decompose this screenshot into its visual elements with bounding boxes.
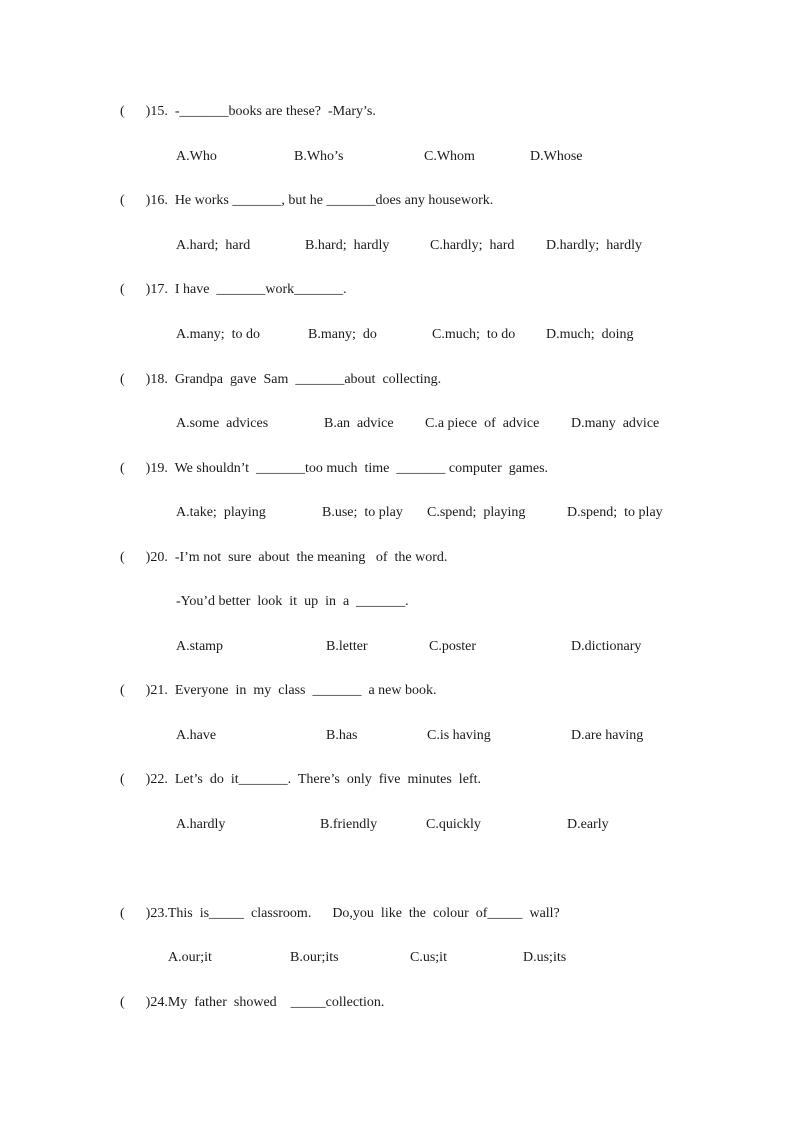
question-20-stem: ( )20. -I’m not sure about the meaning of the word. [120, 550, 448, 565]
question-19-stem: ( )19. We shouldn’t _______too much time _______ computer games. [120, 461, 549, 476]
option-c[interactable]: C.is having [427, 728, 491, 743]
option-c[interactable]: C.hardly; hard [430, 238, 515, 253]
option-d[interactable]: D.dictionary [571, 639, 642, 654]
option-a[interactable]: A.have [176, 728, 217, 743]
option-d[interactable]: D.spend; to play [567, 505, 663, 520]
question-19-options [0, 504, 794, 522]
question-18-stem: ( )18. Grandpa gave Sam _______about collecting. [120, 372, 442, 387]
option-b[interactable]: B.hard; hardly [305, 238, 390, 253]
question-17-options [0, 326, 794, 344]
question-20-reply: -You’d better look it up in a _______. [176, 594, 409, 609]
option-a[interactable]: A.hardly [176, 817, 226, 832]
option-d[interactable]: D.early [567, 817, 609, 832]
question-18-options [0, 415, 794, 433]
option-b[interactable]: B.Who’s [294, 149, 344, 164]
option-a[interactable]: A.hard; hard [176, 238, 251, 253]
question-21-options [0, 727, 794, 745]
question-17-stem: ( )17. I have _______work_______. [120, 282, 347, 297]
option-c[interactable]: C.us;it [410, 950, 447, 965]
option-c[interactable]: C.quickly [426, 817, 481, 832]
option-d[interactable]: D.us;its [523, 950, 567, 965]
option-d[interactable]: D.are having [571, 728, 644, 743]
option-b[interactable]: B.our;its [290, 950, 339, 965]
option-b[interactable]: B.many; do [308, 327, 377, 342]
option-b[interactable]: B.use; to play [322, 505, 403, 520]
question-23-options [0, 949, 794, 967]
question-21-stem: ( )21. Everyone in my class _______ a new book. [120, 683, 437, 698]
question-20-options [0, 638, 794, 656]
option-a[interactable]: A.take; playing [176, 505, 266, 520]
option-d[interactable]: D.Whose [530, 149, 583, 164]
option-a[interactable]: A.Who [176, 149, 217, 164]
question-16-options [0, 237, 794, 255]
question-22-options [0, 816, 794, 834]
option-a[interactable]: A.some advices [176, 416, 269, 431]
option-c[interactable]: C.much; to do [432, 327, 516, 342]
question-15-stem: ( )15. -_______books are these? -Mary’s. [120, 104, 376, 119]
option-c[interactable]: C.Whom [424, 149, 475, 164]
question-22-stem: ( )22. Let’s do it_______. There’s only five minutes left. [120, 772, 481, 787]
option-c[interactable]: C.spend; playing [427, 505, 526, 520]
option-b[interactable]: B.an advice [324, 416, 394, 431]
question-24-stem: ( )24.My father showed _____collection. [120, 995, 385, 1010]
option-b[interactable]: B.letter [326, 639, 368, 654]
option-b[interactable]: B.has [326, 728, 358, 743]
option-c[interactable]: C.a piece of advice [425, 416, 540, 431]
option-d[interactable]: D.many advice [571, 416, 660, 431]
question-23-stem: ( )23.This is_____ classroom. Do,you like the colour of_____ wall? [120, 906, 560, 921]
option-a[interactable]: A.our;it [168, 950, 212, 965]
question-16-stem: ( )16. He works _______, but he _______does any housework. [120, 193, 494, 208]
option-d[interactable]: D.much; doing [546, 327, 634, 342]
option-a[interactable]: A.stamp [176, 639, 224, 654]
option-b[interactable]: B.friendly [320, 817, 378, 832]
option-d[interactable]: D.hardly; hardly [546, 238, 643, 253]
question-15-options [0, 148, 794, 166]
option-c[interactable]: C.poster [429, 639, 477, 654]
option-a[interactable]: A.many; to do [176, 327, 260, 342]
